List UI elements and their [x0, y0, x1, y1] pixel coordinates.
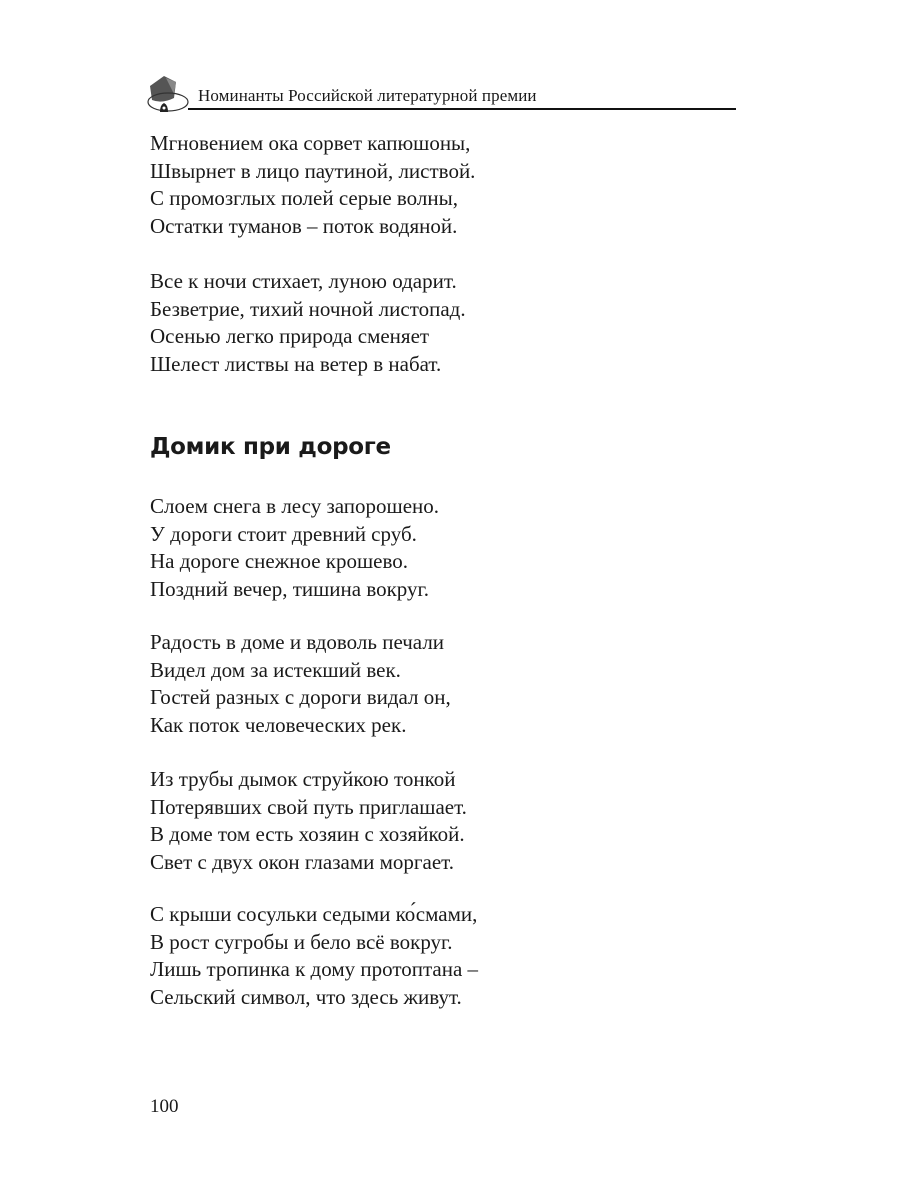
verse-line: Безветрие, тихий ночной листопад. [150, 296, 466, 321]
verse-line: Лишь тропинка к дому протоптана – [150, 957, 479, 982]
verse-line: Все к ночи стихает, луною одарит. [150, 269, 457, 293]
verse-line: Видел дом за истекший век. [150, 657, 401, 682]
verse-line: Гостей разных с дороги видал он, [150, 685, 451, 710]
stanza [150, 629, 451, 739]
verse-line: На дороге снежное крошево. [150, 549, 408, 574]
verse-line: В рост сугробы и бело всё вокруг. [150, 929, 453, 954]
verse-line: В доме том есть хозяин с хозяйкой. [150, 822, 465, 847]
verse-line: Свет с двух окон глазами моргает. [150, 849, 455, 874]
verse-line: У дороги стоит древний сруб. [150, 521, 417, 546]
verse-line: Как поток человеческих рек. [150, 712, 407, 737]
running-header: Номинанты Российской литературной премии [198, 86, 537, 105]
verse-line: Радость в доме и вдоволь печали [150, 630, 445, 654]
poem-title: Домик при дороге [150, 434, 391, 460]
verse-line: С промозглых полей серые волны, [150, 186, 458, 211]
stanza [150, 268, 466, 378]
verse-line: Швырнет в лицо паутиной, листвой. [150, 158, 476, 183]
verse-line: Потерявших свой путь приглашает. [150, 794, 467, 819]
header-rule [188, 108, 736, 110]
verse-line: Остатки туманов – поток водяной. [150, 213, 458, 238]
verse-line: Из трубы дымок струйкою тонкой [150, 767, 456, 791]
verse-line: Сельский символ, что здесь живут. [150, 984, 462, 1009]
stanza [150, 901, 478, 1011]
stanza [150, 130, 475, 240]
verse-line: Шелест листвы на ветер в набат. [150, 351, 442, 376]
verse-line: Осенью легко природа сменяет [150, 324, 430, 349]
verse-line: Мгновением ока сорвет капюшоны, [150, 131, 471, 155]
verse-line: Поздний вечер, тишина вокруг. [150, 576, 430, 601]
verse-line: Слоем снега в лесу запорошено. [150, 494, 440, 518]
page-number: 100 [150, 1096, 179, 1117]
inkwell-quill-logo-icon [146, 72, 190, 114]
stanza [150, 766, 467, 876]
verse-line: С крыши сосульки седыми ко́смами, [150, 902, 478, 926]
stanza [150, 493, 439, 603]
